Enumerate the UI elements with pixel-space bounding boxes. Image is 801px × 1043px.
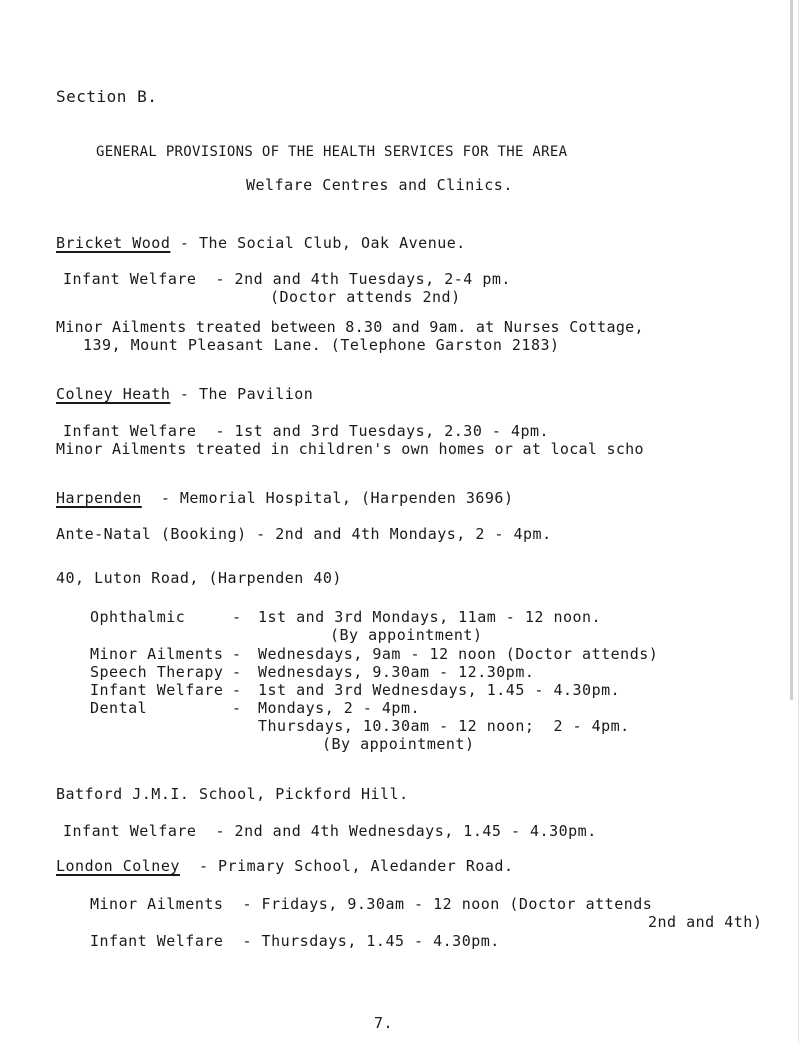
row-label: Dental [90, 699, 148, 717]
row-text: Mondays, 2 - 4pm. [258, 699, 421, 717]
london-colney-place: London Colney [56, 857, 180, 875]
row-dash: - [232, 681, 242, 699]
scan-edge [790, 0, 793, 700]
page-number: 7. [374, 1014, 394, 1032]
document-title: GENERAL PROVISIONS OF THE HEALTH SERVICES FOR THE AREA [96, 144, 568, 160]
row-text: Thursdays, 10.30am - 12 noon; 2 - 4pm. [258, 717, 630, 735]
luton-road-address: 40, Luton Road, (Harpenden 40) [56, 569, 342, 587]
london-colney-venue: - Primary School, Aledander Road. [179, 857, 514, 875]
bricket-doctor-note: (Doctor attends 2nd) [270, 288, 461, 306]
row-label: Ophthalmic [90, 608, 186, 626]
row-text: 1st and 3rd Wednesdays, 1.45 - 4.30pm. [258, 681, 621, 699]
colney-heath-place: Colney Heath [56, 385, 171, 403]
london-colney-infant-welfare: Infant Welfare - Thursdays, 1.45 - 4.30pm. [90, 932, 500, 950]
batford-infant-welfare: Infant Welfare - 2nd and 4th Wednesdays, 1.45 - 4.30pm. [63, 822, 597, 840]
row-label: Minor Ailments [90, 645, 224, 663]
london-colney-heading [56, 857, 513, 875]
document-subtitle: Welfare Centres and Clinics. [246, 176, 513, 194]
row-dash: - [232, 663, 242, 681]
colney-minor-ailments: Minor Ailments treated in children's own homes or at local scho [56, 440, 644, 458]
colney-heath-heading [56, 385, 313, 403]
scan-edge-outer [798, 0, 799, 1043]
harpenden-place: Harpenden [56, 489, 142, 507]
row-text: (By appointment) [330, 626, 483, 644]
row-dash: - [232, 608, 242, 626]
row-label: Infant Welfare [90, 681, 224, 699]
colney-heath-venue: - The Pavilion [170, 385, 314, 403]
section-label: Section B. [56, 87, 158, 106]
london-colney-minor-ailments: Minor Ailments - Fridays, 9.30am - 12 noon (Doctor attends [90, 895, 653, 913]
bricket-wood-venue: - The Social Club, Oak Avenue. [170, 234, 466, 252]
london-colney-doctor-note: 2nd and 4th) [648, 913, 763, 931]
row-dash: - [232, 645, 242, 663]
harpenden-ante-natal: Ante-Natal (Booking) - 2nd and 4th Mondays, 2 - 4pm. [56, 525, 552, 543]
bricket-address: 139, Mount Pleasant Lane. (Telephone Garston 2183) [83, 336, 560, 354]
bricket-wood-heading [56, 234, 466, 252]
harpenden-heading [56, 489, 513, 507]
colney-infant-welfare: Infant Welfare - 1st and 3rd Tuesdays, 2.30 - 4pm. [63, 422, 550, 440]
bricket-infant-welfare: Infant Welfare - 2nd and 4th Tuesdays, 2-4 pm. [63, 270, 511, 288]
row-label: Speech Therapy [90, 663, 224, 681]
row-dash: - [232, 699, 242, 717]
bricket-wood-place: Bricket Wood [56, 234, 171, 252]
row-text: Wednesdays, 9am - 12 noon (Doctor attends) [258, 645, 659, 663]
bricket-minor-ailments: Minor Ailments treated between 8.30 and 9am. at Nurses Cottage, [56, 318, 644, 336]
batford-heading: Batford J.M.I. School, Pickford Hill. [56, 785, 409, 803]
row-text: (By appointment) [322, 735, 475, 753]
row-text: 1st and 3rd Mondays, 11am - 12 noon. [258, 608, 602, 626]
harpenden-venue: - Memorial Hospital, (Harpenden 3696) [141, 489, 514, 507]
row-text: Wednesdays, 9.30am - 12.30pm. [258, 663, 535, 681]
